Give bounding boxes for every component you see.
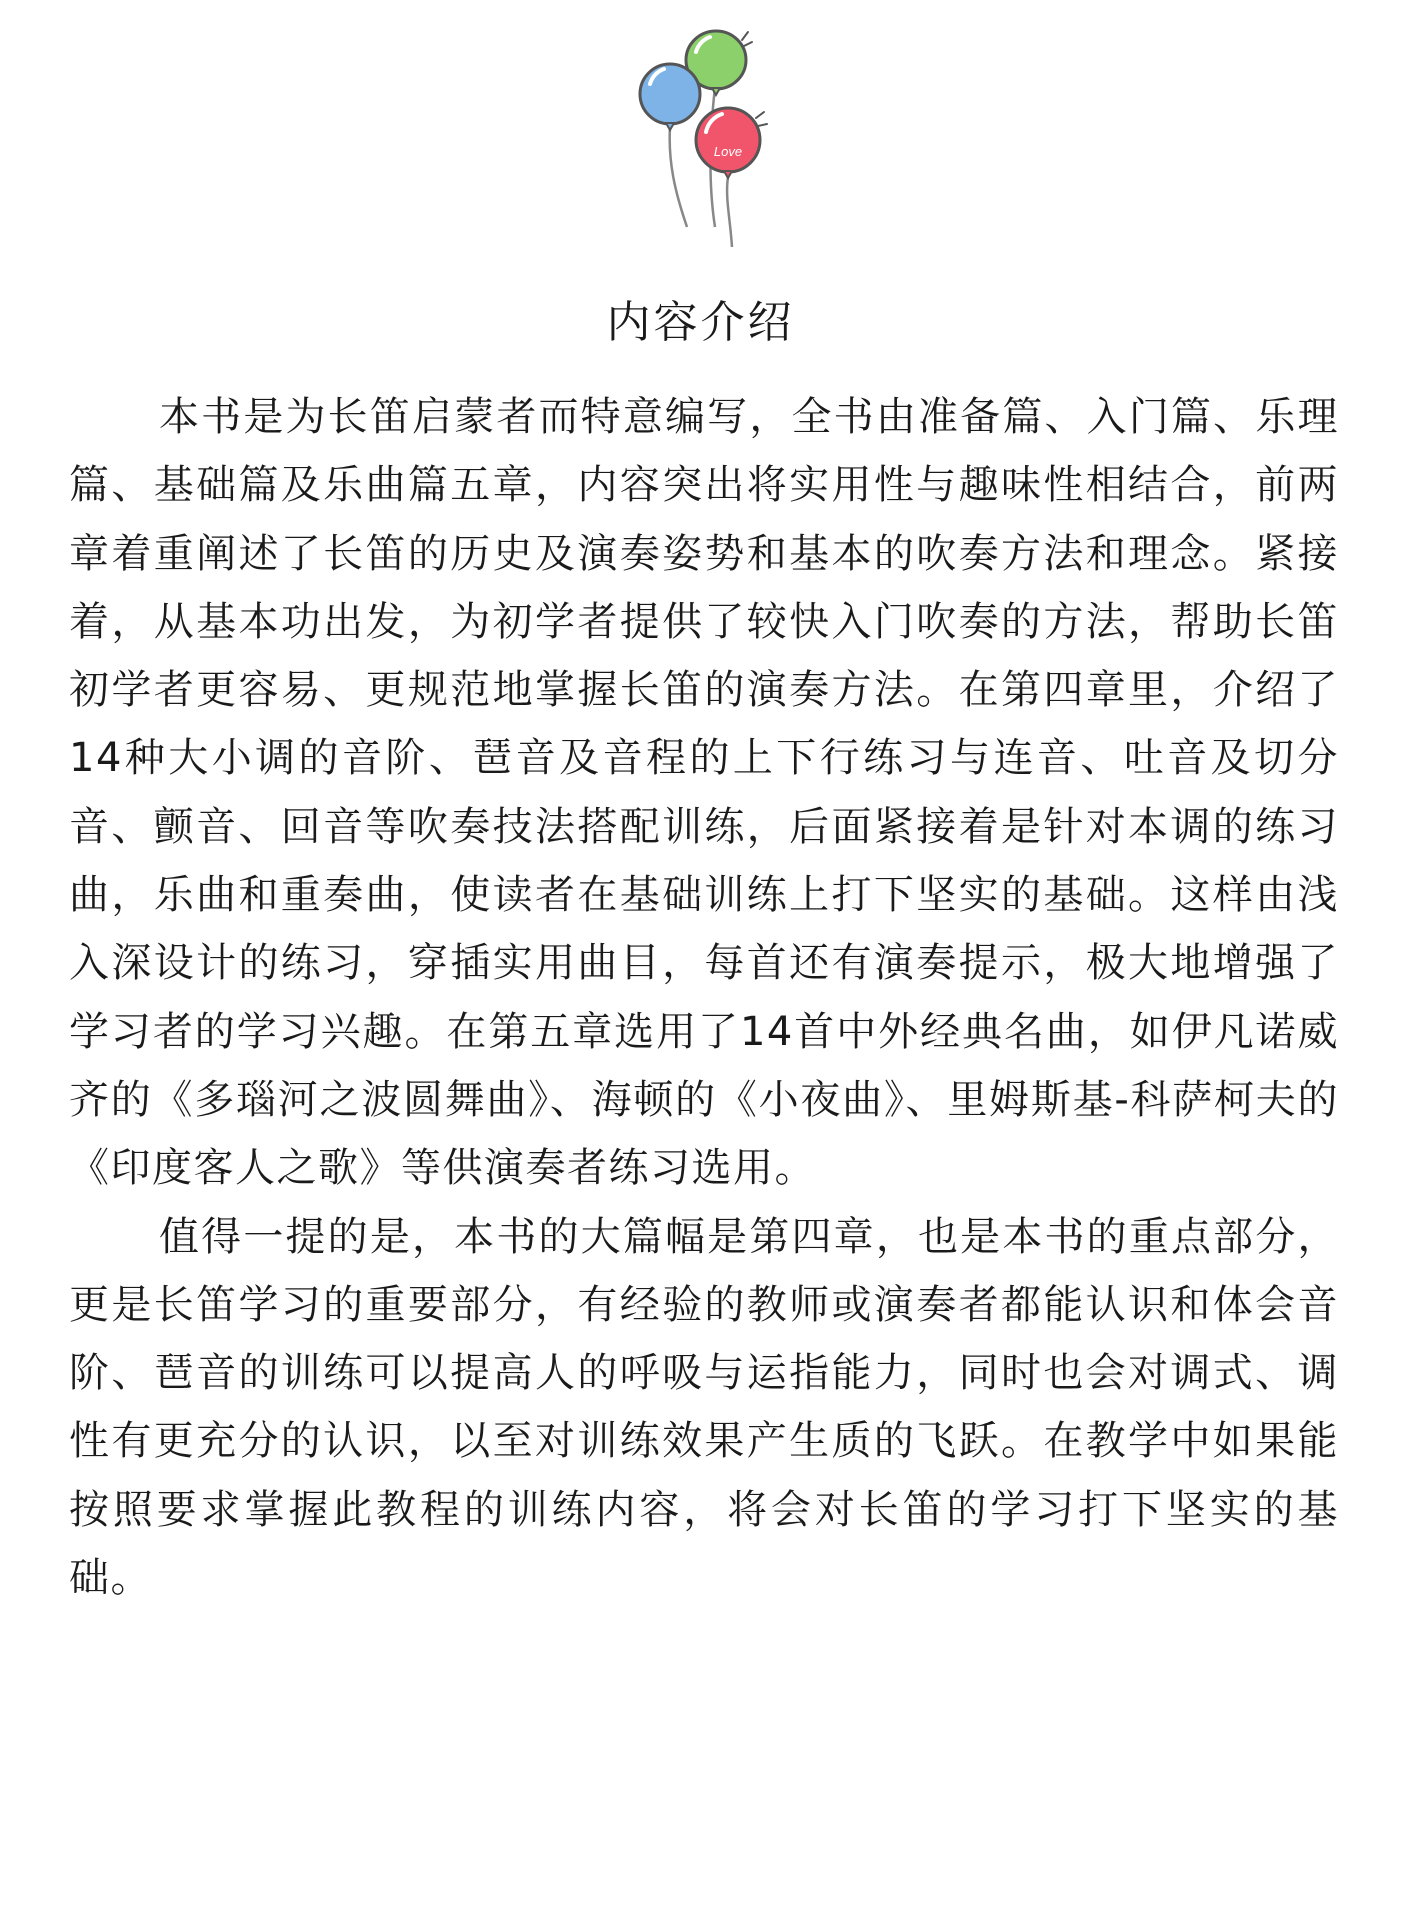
page-title: 内容介绍 [606, 297, 795, 348]
balloon-string-red [727, 177, 732, 247]
balloon-blue [640, 64, 700, 130]
body-text [69, 383, 1339, 1612]
balloon-red [696, 108, 767, 178]
paragraph-1: 本书是为长笛启蒙者而特意编写，全书由准备篇、入门篇、乐理篇、基础篇及乐曲篇五章，内容突出将实用性与趣味性相结合，前两章着重阐述了长笛的历史及演奏姿势和基本的吹奏方法和理念。紧接着，从基本功出发，为初学者提供了较快入门吹奏的方法，帮助长笛初学者更容易、更规范地掌握长笛的演奏方法。在第四章里，介绍了14种大小调的音阶、琶音及音程的上下行练习与连音、吐音及切分音、颤音、回音等吹奏技法搭配训练，后面紧接着是针对本调的练习曲，乐曲和重奏曲，使读者在基础训练上打下坚实的基础。这样由浅入深设计的练习，穿插实用曲目，每首还有演奏提示，极大地增强了学习者的学习兴趣。在第五章选用了14首中外经典名曲，如伊凡诺威齐的《多瑙河之波圆舞曲》、海顿的《小夜曲》、里姆斯基-科萨柯夫的《印度客人之歌》等供演奏者练习选用。 [69, 394, 1339, 1192]
balloons-icon [630, 22, 780, 252]
balloon-string-blue [670, 127, 687, 227]
balloon-love-text: Love [713, 144, 743, 159]
paragraph-2: 值得一提的是，本书的大篇幅是第四章，也是本书的重点部分，更是长笛学习的重要部分，有经验的教师或演奏者都能认识和体会音阶、琶音的训练可以提高人的呼吸与运指能力，同时也会对调式、调性有更充分的认识，以至对训练效果产生质的飞跃。在教学中如果能按照要求掌握此教程的训练内容，将会对长笛的学习打下坚实的基础。 [69, 1213, 1339, 1602]
